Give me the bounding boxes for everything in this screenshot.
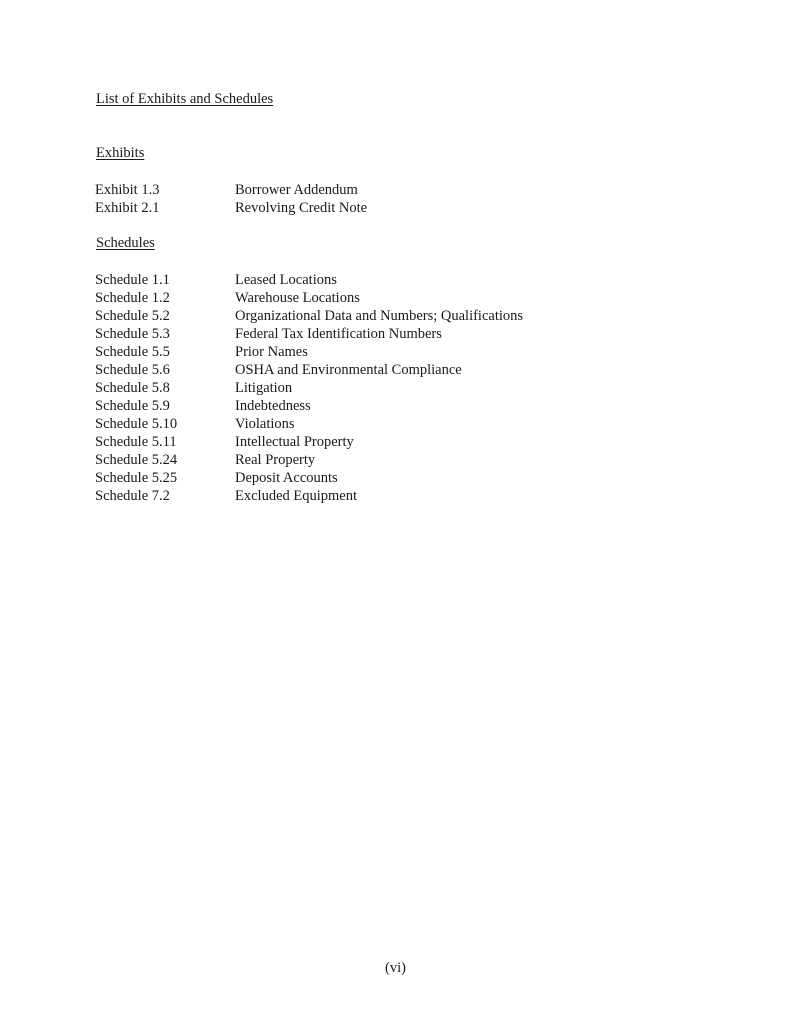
schedule-ref: Schedule 5.5 <box>95 344 170 360</box>
exhibit-ref: Exhibit 2.1 <box>95 200 160 216</box>
schedule-description: Litigation <box>235 380 293 396</box>
schedule-ref: Schedule 5.3 <box>95 326 170 342</box>
schedule-description: Federal Tax Identification Numbers <box>235 326 442 342</box>
exhibits-heading: Exhibits <box>96 145 145 161</box>
page-number: (vi) <box>385 960 406 976</box>
exhibit-description: Revolving Credit Note <box>235 200 368 216</box>
list-item <box>95 415 523 433</box>
schedule-description: Warehouse Locations <box>235 290 360 306</box>
list-item <box>95 487 523 505</box>
list-item <box>95 379 523 397</box>
list-item <box>95 325 523 343</box>
schedule-ref: Schedule 7.2 <box>95 488 170 504</box>
schedules-heading: Schedules <box>96 235 155 251</box>
list-item <box>95 289 523 307</box>
exhibit-ref: Exhibit 1.3 <box>95 182 160 198</box>
list-item <box>95 451 523 469</box>
schedule-ref: Schedule 5.6 <box>95 362 170 378</box>
exhibit-description: Borrower Addendum <box>235 182 358 198</box>
schedule-ref: Schedule 5.24 <box>95 452 178 468</box>
exhibits-list <box>95 181 367 217</box>
schedule-description: Leased Locations <box>235 272 337 288</box>
list-item <box>95 361 523 379</box>
list-item <box>95 181 367 199</box>
list-item <box>95 199 367 217</box>
list-item <box>95 271 523 289</box>
list-item <box>95 307 523 325</box>
schedule-description: Deposit Accounts <box>235 470 338 486</box>
schedule-ref: Schedule 5.8 <box>95 380 170 396</box>
schedule-description: Organizational Data and Numbers; Qualifications <box>235 308 524 324</box>
schedule-ref: Schedule 5.2 <box>95 308 170 324</box>
schedule-ref: Schedule 5.11 <box>95 434 177 450</box>
list-item <box>95 397 523 415</box>
schedules-list <box>95 271 523 505</box>
schedule-description: Indebtedness <box>235 398 311 414</box>
schedule-description: OSHA and Environmental Compliance <box>235 362 462 378</box>
schedule-description: Prior Names <box>235 344 308 360</box>
list-item <box>95 343 523 361</box>
schedule-ref: Schedule 1.1 <box>95 272 170 288</box>
schedule-description: Violations <box>235 416 295 432</box>
schedule-ref: Schedule 5.10 <box>95 416 178 432</box>
schedule-description: Excluded Equipment <box>235 488 358 504</box>
page-title: List of Exhibits and Schedules <box>96 91 274 107</box>
schedule-description: Intellectual Property <box>235 434 354 450</box>
list-item <box>95 433 523 451</box>
list-item <box>95 469 523 487</box>
schedule-ref: Schedule 5.9 <box>95 398 170 414</box>
schedule-ref: Schedule 1.2 <box>95 290 170 306</box>
schedule-ref: Schedule 5.25 <box>95 470 178 486</box>
schedule-description: Real Property <box>235 452 316 468</box>
